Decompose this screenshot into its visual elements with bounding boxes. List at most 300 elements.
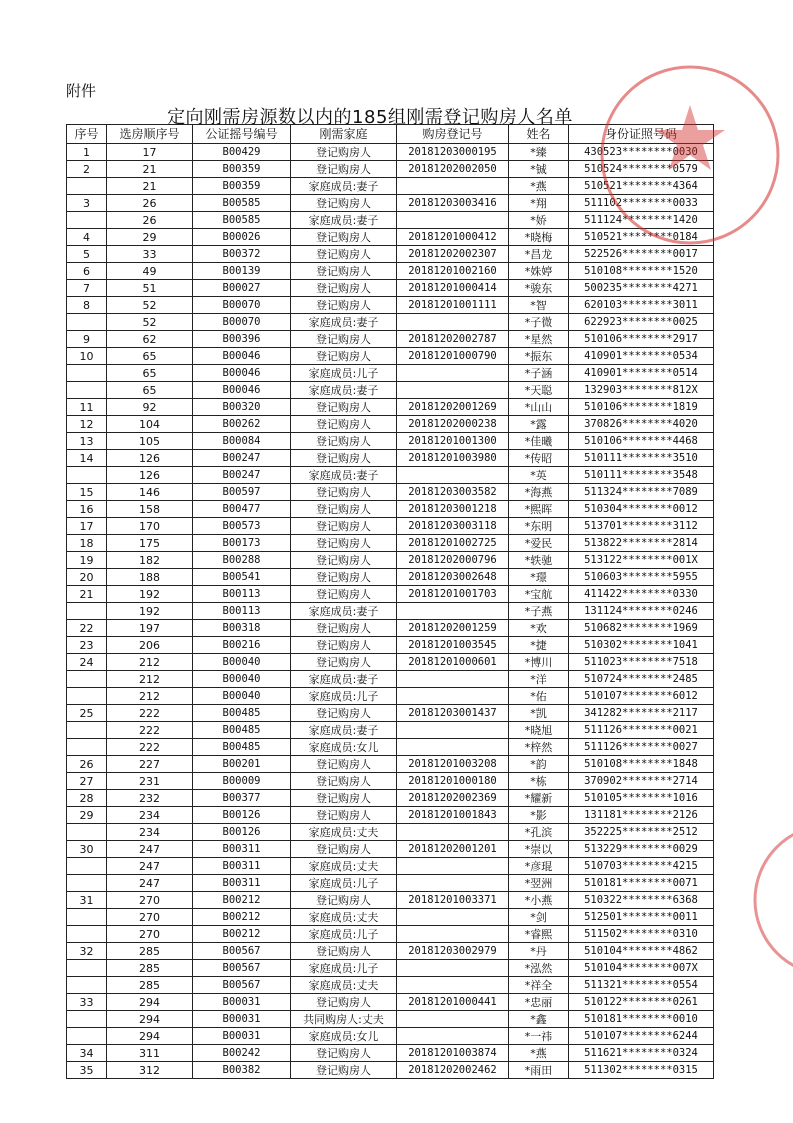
- lottery-number-cell: B00567: [193, 943, 291, 960]
- table-row: [67, 926, 714, 943]
- id-number-cell: 510111********3510: [569, 450, 714, 467]
- name-cell: *忠丽: [509, 994, 569, 1011]
- household-role-cell: 登记购房人: [291, 161, 397, 178]
- seq-cell: 18: [67, 535, 107, 552]
- seq-cell: [67, 671, 107, 688]
- household-role-cell: 登记购房人: [291, 790, 397, 807]
- selection-order-cell: 188: [107, 569, 193, 586]
- name-cell: *凯: [509, 705, 569, 722]
- id-number-cell: 510603********5955: [569, 569, 714, 586]
- name-cell: *佑: [509, 688, 569, 705]
- household-role-cell: 家庭成员:女儿: [291, 739, 397, 756]
- household-role-cell: 登记购房人: [291, 399, 397, 416]
- name-cell: *传昭: [509, 450, 569, 467]
- name-cell: *博川: [509, 654, 569, 671]
- lottery-number-cell: B00070: [193, 314, 291, 331]
- seq-cell: 9: [67, 331, 107, 348]
- name-cell: *梓然: [509, 739, 569, 756]
- table-row: [67, 705, 714, 722]
- household-role-cell: 家庭成员:妻子: [291, 603, 397, 620]
- registration-number-cell: 20181202001269: [397, 399, 509, 416]
- name-cell: *洋: [509, 671, 569, 688]
- table-row: [67, 1045, 714, 1062]
- registration-number-cell: 20181201001111: [397, 297, 509, 314]
- registration-number-cell: [397, 824, 509, 841]
- household-role-cell: 家庭成员:女儿: [291, 1028, 397, 1045]
- name-cell: *星然: [509, 331, 569, 348]
- seq-cell: 1: [67, 144, 107, 161]
- id-number-cell: 510105********1016: [569, 790, 714, 807]
- seq-cell: [67, 314, 107, 331]
- table-row: [67, 637, 714, 654]
- selection-order-cell: 65: [107, 348, 193, 365]
- registration-number-cell: 20181201000441: [397, 994, 509, 1011]
- registration-number-cell: 20181201002725: [397, 535, 509, 552]
- selection-order-cell: 65: [107, 382, 193, 399]
- household-role-cell: 登记购房人: [291, 280, 397, 297]
- lottery-number-cell: B00009: [193, 773, 291, 790]
- household-role-cell: 登记购房人: [291, 518, 397, 535]
- table-row: [67, 348, 714, 365]
- name-cell: *欢: [509, 620, 569, 637]
- household-role-cell: 登记购房人: [291, 433, 397, 450]
- table-row: [67, 977, 714, 994]
- registration-number-cell: 20181202002787: [397, 331, 509, 348]
- selection-order-cell: 285: [107, 977, 193, 994]
- name-cell: *祥全: [509, 977, 569, 994]
- seq-cell: [67, 1028, 107, 1045]
- registration-number-cell: 20181201001843: [397, 807, 509, 824]
- table-row: [67, 280, 714, 297]
- lottery-number-cell: B00567: [193, 977, 291, 994]
- registration-number-cell: [397, 722, 509, 739]
- id-number-cell: 511102********0033: [569, 195, 714, 212]
- name-cell: *翔: [509, 195, 569, 212]
- seq-cell: 32: [67, 943, 107, 960]
- attachment-label: 附件: [66, 82, 97, 100]
- seq-cell: 14: [67, 450, 107, 467]
- household-role-cell: 家庭成员:妻子: [291, 178, 397, 195]
- household-role-cell: 登记购房人: [291, 484, 397, 501]
- registration-number-cell: [397, 1011, 509, 1028]
- table-row: [67, 518, 714, 535]
- selection-order-cell: 222: [107, 739, 193, 756]
- household-role-cell: 登记购房人: [291, 263, 397, 280]
- name-cell: *崇以: [509, 841, 569, 858]
- name-cell: *骏东: [509, 280, 569, 297]
- household-role-cell: 登记购房人: [291, 535, 397, 552]
- partial-seal-stamp: [740, 830, 793, 970]
- table-row: [67, 467, 714, 484]
- lottery-number-cell: B00046: [193, 382, 291, 399]
- name-cell: *昌龙: [509, 246, 569, 263]
- id-number-cell: 522526********0017: [569, 246, 714, 263]
- seq-cell: 35: [67, 1062, 107, 1079]
- id-number-cell: 510181********0010: [569, 1011, 714, 1028]
- seq-cell: 11: [67, 399, 107, 416]
- registration-number-cell: 20181202000796: [397, 552, 509, 569]
- id-number-cell: 132903********812X: [569, 382, 714, 399]
- id-number-cell: 513822********2814: [569, 535, 714, 552]
- name-cell: *佳曦: [509, 433, 569, 450]
- registration-number-cell: 20181201001300: [397, 433, 509, 450]
- table-row: [67, 501, 714, 518]
- name-cell: *子涵: [509, 365, 569, 382]
- registration-number-cell: [397, 926, 509, 943]
- seq-cell: 7: [67, 280, 107, 297]
- household-role-cell: 登记购房人: [291, 892, 397, 909]
- household-role-cell: 登记购房人: [291, 348, 397, 365]
- seq-cell: 30: [67, 841, 107, 858]
- document-title: 定向刚需房源数以内的185组刚需登记购房人名单: [167, 107, 573, 128]
- selection-order-cell: 104: [107, 416, 193, 433]
- registration-number-cell: [397, 314, 509, 331]
- registration-number-cell: 20181203001437: [397, 705, 509, 722]
- household-role-cell: 登记购房人: [291, 416, 397, 433]
- selection-order-cell: 206: [107, 637, 193, 654]
- name-cell: *娇: [509, 212, 569, 229]
- lottery-number-cell: B00320: [193, 399, 291, 416]
- selection-order-cell: 222: [107, 705, 193, 722]
- table-row: [67, 756, 714, 773]
- name-cell: *子燕: [509, 603, 569, 620]
- lottery-number-cell: B00288: [193, 552, 291, 569]
- id-number-cell: 410901********0514: [569, 365, 714, 382]
- registration-number-cell: [397, 875, 509, 892]
- selection-order-cell: 126: [107, 450, 193, 467]
- household-role-cell: 家庭成员:妻子: [291, 382, 397, 399]
- household-role-cell: 家庭成员:丈夫: [291, 977, 397, 994]
- id-number-cell: 510304********0012: [569, 501, 714, 518]
- name-cell: *晓梅: [509, 229, 569, 246]
- registration-number-cell: [397, 1028, 509, 1045]
- lottery-number-cell: B00212: [193, 909, 291, 926]
- column-header-id-number: 身份证照号码: [569, 125, 714, 144]
- registration-number-cell: [397, 212, 509, 229]
- selection-order-cell: 212: [107, 671, 193, 688]
- lottery-number-cell: B00311: [193, 841, 291, 858]
- household-role-cell: 登记购房人: [291, 144, 397, 161]
- selection-order-cell: 222: [107, 722, 193, 739]
- selection-order-cell: 231: [107, 773, 193, 790]
- selection-order-cell: 192: [107, 586, 193, 603]
- selection-order-cell: 234: [107, 824, 193, 841]
- id-number-cell: 511126********0021: [569, 722, 714, 739]
- lottery-number-cell: B00139: [193, 263, 291, 280]
- lottery-number-cell: B00382: [193, 1062, 291, 1079]
- seq-cell: 29: [67, 807, 107, 824]
- lottery-number-cell: B00040: [193, 688, 291, 705]
- id-number-cell: 510181********0071: [569, 875, 714, 892]
- seq-cell: 20: [67, 569, 107, 586]
- seq-cell: 33: [67, 994, 107, 1011]
- table-row: [67, 569, 714, 586]
- seq-cell: 2: [67, 161, 107, 178]
- id-number-cell: 510322********6368: [569, 892, 714, 909]
- seq-cell: [67, 875, 107, 892]
- table-row: [67, 246, 714, 263]
- seq-cell: [67, 688, 107, 705]
- name-cell: *子微: [509, 314, 569, 331]
- household-role-cell: 登记购房人: [291, 246, 397, 263]
- id-number-cell: 511124********1420: [569, 212, 714, 229]
- id-number-cell: 510521********0184: [569, 229, 714, 246]
- lottery-number-cell: B00585: [193, 195, 291, 212]
- registration-number-cell: 20181203003582: [397, 484, 509, 501]
- id-number-cell: 622923********0025: [569, 314, 714, 331]
- name-cell: *睿熙: [509, 926, 569, 943]
- table-row: [67, 178, 714, 195]
- table-row: [67, 314, 714, 331]
- selection-order-cell: 192: [107, 603, 193, 620]
- table-row: [67, 960, 714, 977]
- registration-number-cell: [397, 977, 509, 994]
- seq-cell: 4: [67, 229, 107, 246]
- lottery-number-cell: B00485: [193, 705, 291, 722]
- id-number-cell: 510108********1520: [569, 263, 714, 280]
- lottery-number-cell: B00567: [193, 960, 291, 977]
- table-row: [67, 331, 714, 348]
- selection-order-cell: 92: [107, 399, 193, 416]
- lottery-number-cell: B00372: [193, 246, 291, 263]
- name-cell: *一祎: [509, 1028, 569, 1045]
- lottery-number-cell: B00359: [193, 161, 291, 178]
- id-number-cell: 511502********0310: [569, 926, 714, 943]
- name-cell: *雨田: [509, 1062, 569, 1079]
- registration-number-cell: 20181203001218: [397, 501, 509, 518]
- registration-number-cell: [397, 178, 509, 195]
- registration-number-cell: 20181201000601: [397, 654, 509, 671]
- registration-number-cell: [397, 603, 509, 620]
- selection-order-cell: 294: [107, 1011, 193, 1028]
- household-role-cell: 登记购房人: [291, 1062, 397, 1079]
- household-role-cell: 登记购房人: [291, 773, 397, 790]
- table-row: [67, 1011, 714, 1028]
- name-cell: *海燕: [509, 484, 569, 501]
- household-role-cell: 登记购房人: [291, 620, 397, 637]
- name-cell: *孔滨: [509, 824, 569, 841]
- selection-order-cell: 26: [107, 195, 193, 212]
- id-number-cell: 620103********3011: [569, 297, 714, 314]
- household-role-cell: 登记购房人: [291, 841, 397, 858]
- household-role-cell: 家庭成员:儿子: [291, 960, 397, 977]
- id-number-cell: 510724********2485: [569, 671, 714, 688]
- registration-number-cell: [397, 467, 509, 484]
- lottery-number-cell: B00359: [193, 178, 291, 195]
- id-number-cell: 510521********4364: [569, 178, 714, 195]
- table-row: [67, 1028, 714, 1045]
- household-role-cell: 登记购房人: [291, 229, 397, 246]
- column-header-name: 姓名: [509, 125, 569, 144]
- lottery-number-cell: B00046: [193, 365, 291, 382]
- seq-cell: 16: [67, 501, 107, 518]
- household-role-cell: 家庭成员:妻子: [291, 722, 397, 739]
- name-cell: *泓然: [509, 960, 569, 977]
- name-cell: *璟: [509, 569, 569, 586]
- table-row: [67, 484, 714, 501]
- household-role-cell: 家庭成员:儿子: [291, 365, 397, 382]
- selection-order-cell: 105: [107, 433, 193, 450]
- registration-number-cell: 20181201003874: [397, 1045, 509, 1062]
- table-row: [67, 399, 714, 416]
- selection-order-cell: 285: [107, 960, 193, 977]
- selection-order-cell: 234: [107, 807, 193, 824]
- lottery-number-cell: B00477: [193, 501, 291, 518]
- selection-order-cell: 212: [107, 688, 193, 705]
- seq-cell: [67, 382, 107, 399]
- name-cell: *捷: [509, 637, 569, 654]
- id-number-cell: 511321********0554: [569, 977, 714, 994]
- table-row: [67, 297, 714, 314]
- table-row: [67, 739, 714, 756]
- seq-cell: [67, 909, 107, 926]
- name-cell: *轶驰: [509, 552, 569, 569]
- table-row: [67, 892, 714, 909]
- table-row: [67, 790, 714, 807]
- table-row: [67, 416, 714, 433]
- lottery-number-cell: B00031: [193, 1028, 291, 1045]
- lottery-number-cell: B00485: [193, 722, 291, 739]
- name-cell: *鑫: [509, 1011, 569, 1028]
- registration-number-cell: [397, 960, 509, 977]
- household-role-cell: 家庭成员:妻子: [291, 212, 397, 229]
- id-number-cell: 410901********0534: [569, 348, 714, 365]
- registration-number-cell: [397, 739, 509, 756]
- selection-order-cell: 17: [107, 144, 193, 161]
- household-role-cell: 登记购房人: [291, 637, 397, 654]
- id-number-cell: 411422********0330: [569, 586, 714, 603]
- seq-cell: 17: [67, 518, 107, 535]
- lottery-number-cell: B00173: [193, 535, 291, 552]
- table-row: [67, 722, 714, 739]
- id-number-cell: 510104********4862: [569, 943, 714, 960]
- table-row: [67, 841, 714, 858]
- table-row: [67, 671, 714, 688]
- lottery-number-cell: B00084: [193, 433, 291, 450]
- registration-number-cell: 20181201003545: [397, 637, 509, 654]
- household-role-cell: 登记购房人: [291, 331, 397, 348]
- household-role-cell: 登记购房人: [291, 807, 397, 824]
- selection-order-cell: 65: [107, 365, 193, 382]
- selection-order-cell: 227: [107, 756, 193, 773]
- seq-cell: 6: [67, 263, 107, 280]
- id-number-cell: 513122********001X: [569, 552, 714, 569]
- table-row: [67, 586, 714, 603]
- household-role-cell: 登记购房人: [291, 450, 397, 467]
- name-cell: *翌洲: [509, 875, 569, 892]
- household-role-cell: 登记购房人: [291, 1045, 397, 1062]
- selection-order-cell: 270: [107, 892, 193, 909]
- selection-order-cell: 146: [107, 484, 193, 501]
- registration-number-cell: 20181202002050: [397, 161, 509, 178]
- seq-cell: [67, 722, 107, 739]
- lottery-number-cell: B00031: [193, 994, 291, 1011]
- seq-cell: [67, 739, 107, 756]
- lottery-number-cell: B00597: [193, 484, 291, 501]
- selection-order-cell: 212: [107, 654, 193, 671]
- lottery-number-cell: B00027: [193, 280, 291, 297]
- selection-order-cell: 21: [107, 178, 193, 195]
- seq-cell: [67, 960, 107, 977]
- registration-number-cell: 20181202000238: [397, 416, 509, 433]
- household-role-cell: 家庭成员:丈夫: [291, 858, 397, 875]
- registration-number-cell: 20181201001703: [397, 586, 509, 603]
- name-cell: *铖: [509, 161, 569, 178]
- lottery-number-cell: B00311: [193, 858, 291, 875]
- selection-order-cell: 294: [107, 1028, 193, 1045]
- household-role-cell: 登记购房人: [291, 705, 397, 722]
- lottery-number-cell: B00396: [193, 331, 291, 348]
- selection-order-cell: 62: [107, 331, 193, 348]
- registration-number-cell: [397, 858, 509, 875]
- seq-cell: [67, 365, 107, 382]
- table-row: [67, 161, 714, 178]
- household-role-cell: 登记购房人: [291, 943, 397, 960]
- household-role-cell: 家庭成员:儿子: [291, 926, 397, 943]
- id-number-cell: 510703********4215: [569, 858, 714, 875]
- table-row: [67, 535, 714, 552]
- seq-cell: [67, 178, 107, 195]
- registration-number-cell: 20181201003208: [397, 756, 509, 773]
- table-row: [67, 1062, 714, 1079]
- seq-cell: 15: [67, 484, 107, 501]
- registration-number-cell: 20181202001259: [397, 620, 509, 637]
- selection-order-cell: 294: [107, 994, 193, 1011]
- name-cell: *韵: [509, 756, 569, 773]
- seq-cell: 25: [67, 705, 107, 722]
- table-row: [67, 144, 714, 161]
- selection-order-cell: 26: [107, 212, 193, 229]
- registration-number-cell: [397, 909, 509, 926]
- name-cell: *彦琨: [509, 858, 569, 875]
- table-row: [67, 688, 714, 705]
- table-body: [67, 144, 714, 1079]
- name-cell: *英: [509, 467, 569, 484]
- seq-cell: 22: [67, 620, 107, 637]
- lottery-number-cell: B00573: [193, 518, 291, 535]
- lottery-number-cell: B00262: [193, 416, 291, 433]
- name-cell: *晓旭: [509, 722, 569, 739]
- selection-order-cell: 247: [107, 841, 193, 858]
- household-role-cell: 家庭成员:妻子: [291, 671, 397, 688]
- lottery-number-cell: B00126: [193, 824, 291, 841]
- table-header-row: [67, 125, 714, 144]
- registration-number-cell: 20181203002648: [397, 569, 509, 586]
- selection-order-cell: 52: [107, 297, 193, 314]
- table-row: [67, 994, 714, 1011]
- column-header-seq: 序号: [67, 125, 107, 144]
- id-number-cell: 510106********2917: [569, 331, 714, 348]
- lottery-number-cell: B00311: [193, 875, 291, 892]
- seq-cell: [67, 603, 107, 620]
- seq-cell: [67, 1011, 107, 1028]
- seq-cell: [67, 977, 107, 994]
- id-number-cell: 513701********3112: [569, 518, 714, 535]
- household-role-cell: 登记购房人: [291, 586, 397, 603]
- selection-order-cell: 197: [107, 620, 193, 637]
- selection-order-cell: 312: [107, 1062, 193, 1079]
- name-cell: *宝航: [509, 586, 569, 603]
- id-number-cell: 510524********0579: [569, 161, 714, 178]
- table-row: [67, 909, 714, 926]
- column-header-household: 刚需家庭: [291, 125, 397, 144]
- table-row: [67, 365, 714, 382]
- lottery-number-cell: B00377: [193, 790, 291, 807]
- id-number-cell: 352225********2512: [569, 824, 714, 841]
- id-number-cell: 511302********0315: [569, 1062, 714, 1079]
- selection-order-cell: 270: [107, 926, 193, 943]
- name-cell: *山山: [509, 399, 569, 416]
